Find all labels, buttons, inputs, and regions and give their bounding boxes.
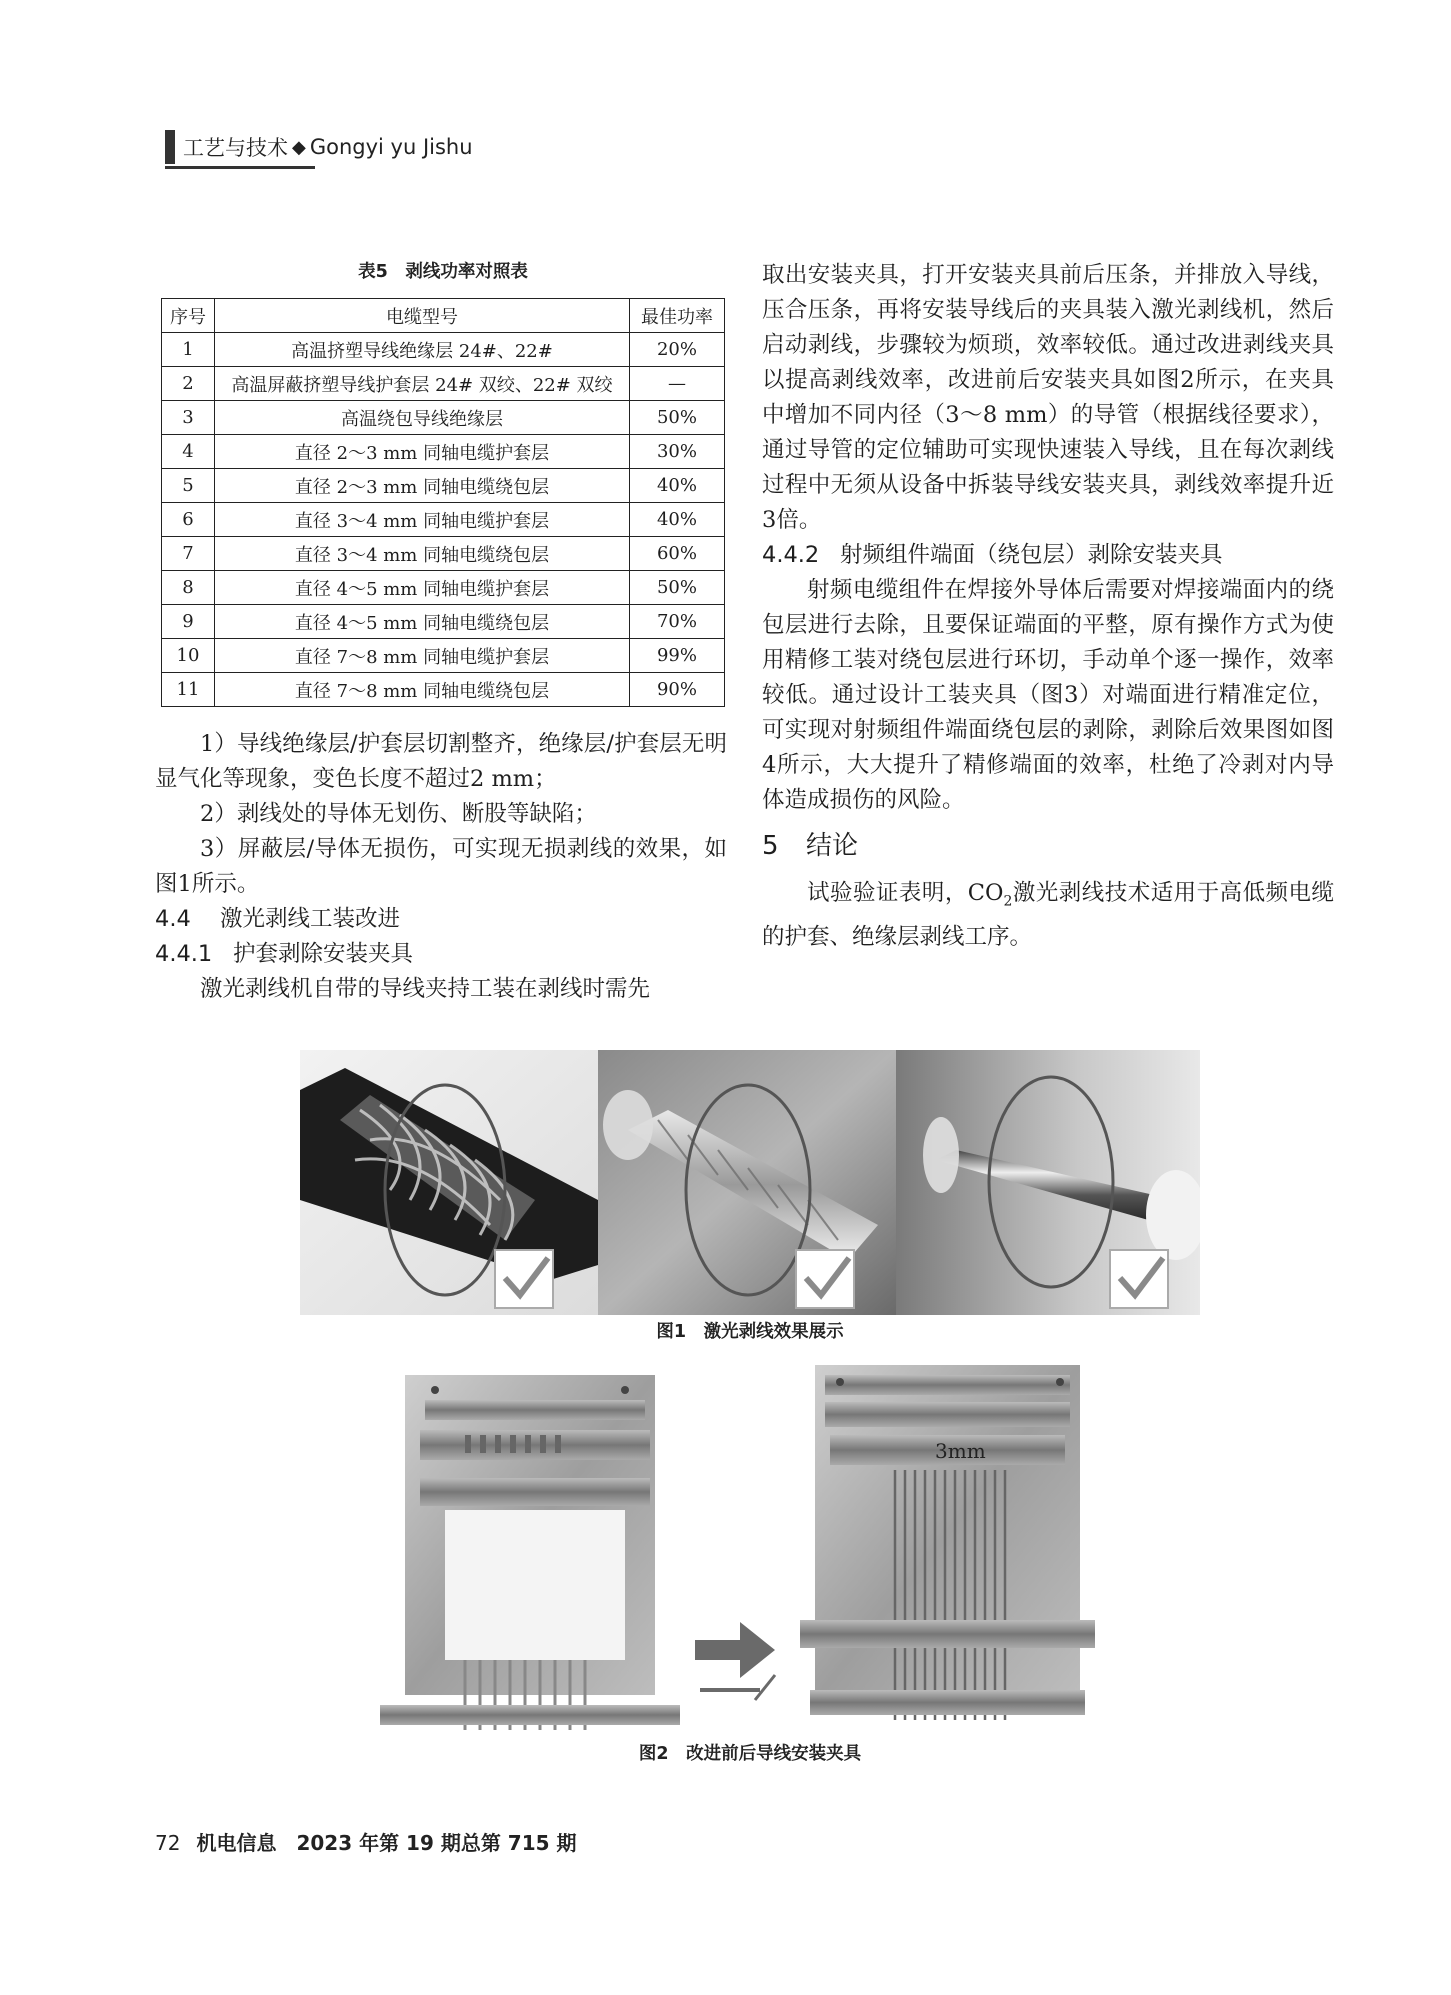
table-cell: 30%	[630, 435, 725, 469]
running-header	[165, 128, 473, 166]
paragraph: 激光剥线机自带的导线夹持工装在剥线时需先	[200, 976, 651, 1002]
header-diamond: ◆	[292, 136, 306, 158]
subsection-title: 护套剥除安装夹具	[233, 941, 414, 967]
table-cell: 高温绕包导线绝缘层	[215, 401, 630, 435]
table-cell: 1	[162, 333, 215, 367]
table-header-cell: 序号	[162, 299, 215, 333]
table-cell: 50%	[630, 401, 725, 435]
table-cell: 直径 7～8 mm 同轴电缆护套层	[215, 639, 630, 673]
table-cell: 直径 4～5 mm 同轴电缆绕包层	[215, 605, 630, 639]
table-cell: 3	[162, 401, 215, 435]
table-cell: 70%	[630, 605, 725, 639]
table5	[161, 298, 725, 707]
table-row	[162, 537, 725, 571]
header-section-en: Gongyi yu Jishu	[309, 135, 473, 159]
figure2-photos	[370, 1350, 1130, 1730]
table-row	[162, 333, 725, 367]
header-bar	[165, 130, 175, 164]
section-title: 结论	[806, 831, 859, 861]
label-3mm: 3mm	[935, 1439, 986, 1463]
paragraph: 射频电缆组件在焊接外导体后需要对焊接端面内的绕包层进行去除，且要保证端面的平整，原有操作方式为使用精修工装对绕包层进行环切，手动单个逐一操作，效率较低。通过设计工装夹具（图3）对端面进行精准定位，可实现对射频组件端面绕包层的剥除，剥除后效果图如图4所示，大大提升了精修端面的效率，杜绝了冷剥对内导体造成损伤的风险。	[762, 577, 1334, 813]
subsection-number: 4.4.1	[155, 941, 213, 967]
table-cell: 50%	[630, 571, 725, 605]
table-cell: 9	[162, 605, 215, 639]
subsection-heading-4-4-2	[762, 538, 1334, 573]
table-cell: 40%	[630, 503, 725, 537]
section-number: 4.4	[155, 906, 191, 932]
table-row	[162, 367, 725, 401]
table-cell: 直径 3～4 mm 同轴电缆绕包层	[215, 537, 630, 571]
table-cell: 直径 7～8 mm 同轴电缆绕包层	[215, 673, 630, 707]
right-column	[762, 258, 1334, 955]
table-row	[162, 571, 725, 605]
paragraph: 1）导线绝缘层/护套层切割整齐，绝缘层/护套层无明显气化等现象，变色长度不超过2 mm；	[155, 731, 727, 792]
table-cell: 40%	[630, 469, 725, 503]
conclusion-text-a: 试验验证表明，CO	[807, 880, 1004, 906]
conclusion-paragraph	[762, 876, 1334, 955]
figure1-caption: 图1 激光剥线效果展示	[656, 1322, 844, 1342]
table-cell: 直径 2～3 mm 同轴电缆护套层	[215, 435, 630, 469]
subsection-title: 射频组件端面（绕包层）剥除安装夹具	[840, 542, 1223, 568]
table-row	[162, 435, 725, 469]
table-cell: 直径 4～5 mm 同轴电缆护套层	[215, 571, 630, 605]
journal-info: 机电信息 2023 年第 19 期总第 715 期	[196, 1831, 577, 1855]
table5-caption: 表5 剥线功率对照表	[358, 262, 528, 282]
table-cell: 90%	[630, 673, 725, 707]
table-row	[162, 639, 725, 673]
section-title: 激光剥线工装改进	[220, 906, 401, 932]
table-cell: 99%	[630, 639, 725, 673]
table-cell: —	[630, 367, 725, 401]
arrow-right-icon	[695, 1622, 775, 1700]
table-row	[162, 673, 725, 707]
table-cell: 8	[162, 571, 215, 605]
paragraph: 3）屏蔽层/导体无损伤，可实现无损剥线的效果，如图1所示。	[155, 836, 727, 897]
page-footer	[155, 1827, 577, 1856]
fixture-before	[380, 1375, 680, 1730]
table-header-row	[162, 299, 725, 333]
figure2-caption: 图2 改进前后导线安装夹具	[638, 1744, 862, 1764]
table-cell: 高温屏蔽挤塑导线护套层 24# 双绞、22# 双绞	[215, 367, 630, 401]
table-cell: 6	[162, 503, 215, 537]
check-icon	[495, 1250, 553, 1308]
page-number: 72	[155, 1831, 181, 1855]
table-cell: 4	[162, 435, 215, 469]
section-heading-5	[762, 826, 1334, 866]
paragraph: 取出安装夹具，打开安装夹具前后压条，并排放入导线，压合压条，再将安装导线后的夹具装入激光剥线机，然后启动剥线，步骤较为烦琐，效率较低。通过改进剥线夹具以提高剥线效率，改进前后安装夹具如图2所示，在夹具中增加不同内径（3～8 mm）的导管（根据线径要求），通过导管的定位辅助可实现快速装入导线，且在每次剥线过程中无须从设备中拆装导线安装夹具，剥线效率提升近3倍。	[762, 262, 1334, 533]
table-cell: 直径 2～3 mm 同轴电缆绕包层	[215, 469, 630, 503]
table-header-cell: 最佳功率	[630, 299, 725, 333]
subsection-number: 4.4.2	[762, 542, 820, 568]
table-cell: 高温挤塑导线绝缘层 24#、22#	[215, 333, 630, 367]
figure1	[300, 1050, 1200, 1315]
conclusion-text-b: 激光剥线技术适用于高低频电缆的护套、绝缘层剥线工序。	[762, 880, 1334, 950]
table-row	[162, 605, 725, 639]
table-cell: 20%	[630, 333, 725, 367]
table-cell: 60%	[630, 537, 725, 571]
check-icon	[1110, 1250, 1168, 1308]
table-cell: 2	[162, 367, 215, 401]
paragraph: 2）剥线处的导体无划伤、断股等缺陷；	[200, 801, 597, 827]
table-row	[162, 401, 725, 435]
subsection-heading-4-4-1	[155, 937, 727, 972]
figure1-photos	[300, 1050, 1200, 1315]
figure2	[370, 1350, 1130, 1730]
co2-subscript: 2	[1003, 893, 1013, 910]
section-number: 5	[762, 831, 779, 861]
table5-body	[162, 333, 725, 707]
table-cell: 5	[162, 469, 215, 503]
check-icon	[796, 1250, 854, 1308]
table-row	[162, 503, 725, 537]
table-row	[162, 469, 725, 503]
table-cell: 10	[162, 639, 215, 673]
table-cell: 11	[162, 673, 215, 707]
table-cell: 直径 3～4 mm 同轴电缆护套层	[215, 503, 630, 537]
header-underline	[165, 166, 315, 169]
table-header-cell: 电缆型号	[215, 299, 630, 333]
left-column	[155, 727, 727, 1007]
fixture-after	[800, 1365, 1095, 1720]
header-section-cn: 工艺与技术	[183, 136, 288, 160]
table-cell: 7	[162, 537, 215, 571]
section-heading-4-4	[155, 902, 727, 937]
